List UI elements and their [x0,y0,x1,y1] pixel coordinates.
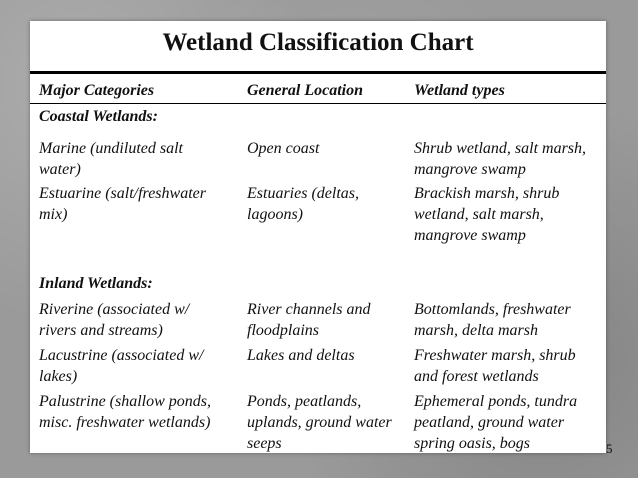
column-header-wetland-types: Wetland types [414,82,505,99]
row-riverine-location: River channels and floodplains [247,301,371,339]
title-rule [30,71,606,74]
row-riverine-category: Riverine (associated w/ rivers and streams) [39,301,190,339]
row-palustrine-category: Palustrine (shallow ponds, misc. freshwater wetlands) [39,393,212,431]
column-header-major-categories: Major Categories [39,82,155,99]
row-lacustrine-location: Lakes and deltas [247,347,355,364]
row-estuarine-category: Estuarine (salt/freshwater mix) [39,185,206,223]
row-estuarine-types: Brackish marsh, shrub wetland, salt marsh, mangrove swamp [414,185,560,244]
header-rule [30,103,606,104]
row-estuarine-location: Estuaries (deltas, lagoons) [247,185,359,223]
row-riverine-types: Bottomlands, freshwater marsh, delta marsh [414,301,571,339]
section-label-inland: Inland Wetlands: [39,275,153,292]
section-label-coastal: Coastal Wetlands: [39,108,158,125]
row-marine-category: Marine (undiluted salt water) [39,140,183,178]
row-lacustrine-types: Freshwater marsh, shrub and forest wetlands [414,347,576,385]
column-header-general-location: General Location [247,82,363,99]
slide-title: Wetland Classification Chart [162,29,474,56]
page-number: 5 [606,441,613,456]
row-lacustrine-category: Lacustrine (associated w/ lakes) [39,347,204,385]
row-marine-location: Open coast [247,140,320,157]
slide [30,21,606,453]
row-palustrine-location: Ponds, peatlands, uplands, ground water seeps [247,393,392,452]
row-marine-types: Shrub wetland, salt marsh, mangrove swamp [414,140,587,178]
row-palustrine-types: Ephemeral ponds, tundra peatland, ground water spring oasis, bogs [414,393,578,452]
